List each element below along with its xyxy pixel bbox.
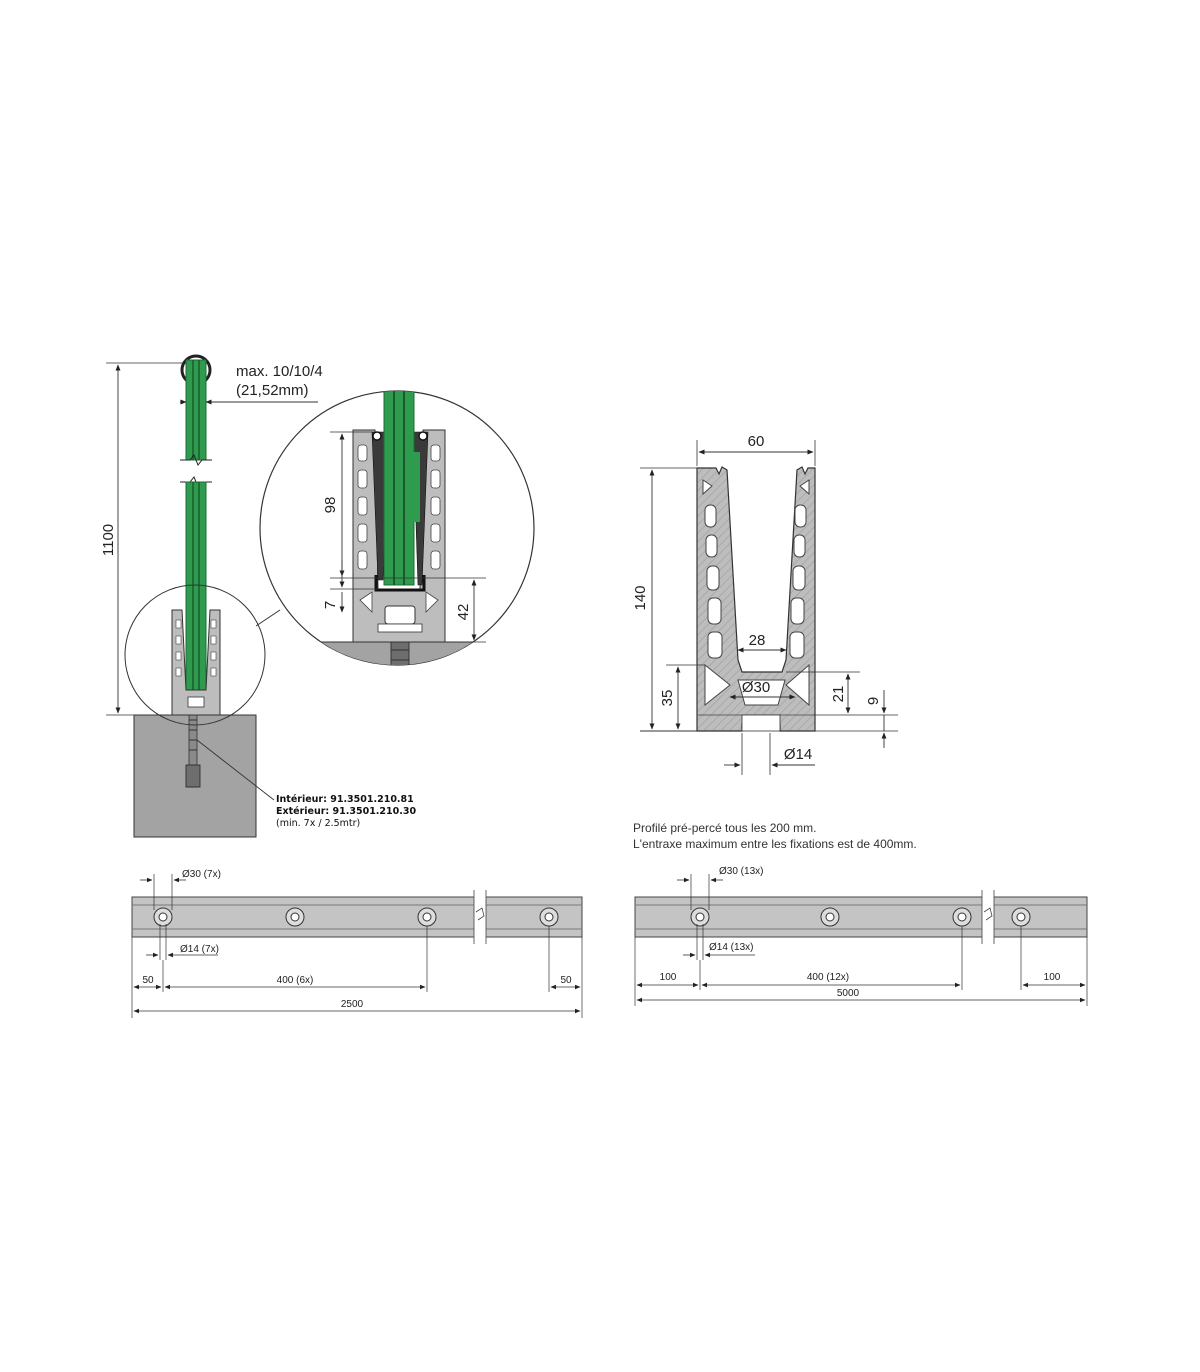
glass-panel-lower [186, 482, 206, 690]
rail-5000-hole-small: Ø14 (13x) [709, 942, 754, 953]
rail-2500-edge-right: 50 [560, 975, 572, 986]
rail-hole [691, 908, 709, 926]
rail-hole [1012, 908, 1030, 926]
rail-2500-total: 2500 [340, 999, 364, 1010]
profile-base-hole [742, 715, 780, 731]
rail-hole [540, 908, 558, 926]
glass-panel-upper [186, 360, 206, 460]
rail-5000-edge-right: 100 [1043, 972, 1061, 983]
profile-height: 140 [632, 585, 649, 611]
profile-base-35: 35 [659, 689, 676, 707]
note-line-2: L'entraxe maximum entre les fixations est de 400mm. [633, 837, 917, 851]
profile-cross-section [632, 433, 898, 775]
anchor-min: (min. 7x / 2.5mtr) [276, 818, 361, 829]
nut [385, 606, 415, 624]
rail-2500-hole-small: Ø14 (7x) [180, 944, 219, 955]
pre-drilled-note [633, 820, 1053, 852]
anchor-interieur: Intérieur: 91.3501.210.81 [276, 794, 414, 805]
detail-dimension-7: 7 [322, 600, 339, 610]
rail-5000-hole-large: Ø30 (13x) [719, 866, 764, 877]
rail-5000 [635, 866, 1087, 1006]
profile-hole-30: Ø30 [741, 679, 771, 696]
rail-2500-edge-left: 50 [142, 975, 154, 986]
profile-inner-width: 28 [748, 632, 766, 649]
glass-thickness-label-2: (21,52mm) [236, 382, 309, 399]
profile-hole-14: Ø14 [783, 746, 813, 763]
detail-leader [256, 610, 280, 626]
profile-base-21: 21 [830, 685, 847, 703]
rail-2500-hole-large: Ø30 (7x) [182, 869, 221, 880]
rail-5000-total: 5000 [836, 988, 860, 999]
rail-5000-spacing: 400 (12x) [806, 972, 850, 983]
detail-dimension-42: 42 [455, 603, 472, 621]
rail-5000-edge-left: 100 [659, 972, 677, 983]
rail-hole [953, 908, 971, 926]
rail-2500-spacing: 400 (6x) [276, 975, 314, 986]
rail-hole [154, 908, 172, 926]
rail-hole [821, 908, 839, 926]
anchor-reference [276, 794, 416, 830]
profile-base-9: 9 [865, 696, 882, 706]
note-line-1: Profilé pré-percé tous les 200 mm. [633, 821, 817, 835]
rail-hole [286, 908, 304, 926]
profile-width: 60 [747, 433, 765, 450]
detail-view [250, 385, 550, 682]
rail-hole [418, 908, 436, 926]
rail-2500 [132, 869, 582, 1018]
glass-thickness-label-1: max. 10/10/4 [236, 363, 323, 380]
detail-dimension-98: 98 [322, 496, 339, 514]
anchor-exterieur: Extérieur: 91.3501.210.30 [276, 806, 417, 817]
height-dimension: 1100 [100, 523, 117, 557]
